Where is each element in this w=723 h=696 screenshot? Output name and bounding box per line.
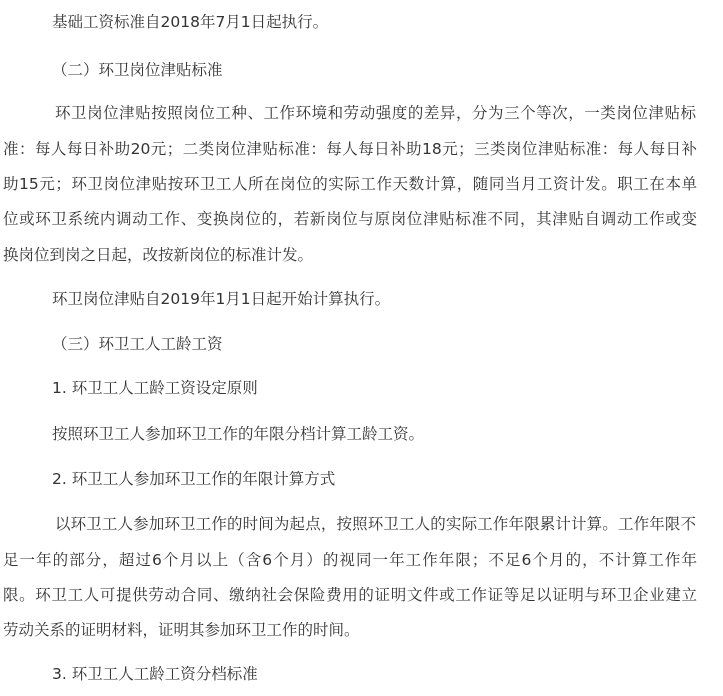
paragraph-line: 劳动关系的证明材料，证明其参加环卫工作的时间。 <box>3 621 360 639</box>
section-heading: （三）环卫工人工龄工资 <box>52 335 223 353</box>
paragraph-line: 足一年的部分，超过6个月以上（含6个月）的视同一年工作年限；不足6个月的，不计算工作年 <box>3 551 697 569</box>
paragraph-line: 以环卫工人参加环卫工作的时间为起点，按照环卫工人的实际工作年限累计计算。工作年限不 <box>55 515 696 533</box>
paragraph-line: 位或环卫系统内调动工作、变换岗位的，若新岗位与原岗位津贴标准不同，其津贴自调动工作或变 <box>3 210 697 228</box>
paragraph-line: 基础工资标准自2018年7月1日起执行。 <box>52 13 329 31</box>
paragraph-line: 准：每人每日补助20元；二类岗位津贴标准：每人每日补助18元；三类岗位津贴标准：每人每日补 <box>3 140 697 158</box>
subsection-heading: 3. 环卫工人工龄工资分档标准 <box>52 665 258 683</box>
paragraph-line: 限。环卫工人可提供劳动合同、缴纳社会保险费用的证明文件或工作证等足以证明与环卫企业建立 <box>3 586 697 604</box>
section-heading: （二）环卫岗位津贴标准 <box>52 61 223 79</box>
subsection-heading: 1. 环卫工人工龄工资设定原则 <box>52 379 258 397</box>
paragraph-line: 助15元；环卫岗位津贴按环卫工人所在岗位的实际工作天数计算，随同当月工资计发。职工在本单 <box>3 175 697 193</box>
paragraph-line: 换岗位到岗之日起，改按新岗位的标准计发。 <box>3 246 314 264</box>
paragraph-line: 按照环卫工人参加环卫工作的年限分档计算工龄工资。 <box>52 425 425 443</box>
subsection-heading: 2. 环卫工人参加环卫工作的年限计算方式 <box>52 470 336 488</box>
paragraph-line: 环卫岗位津贴自2019年1月1日起开始计算执行。 <box>52 290 391 308</box>
paragraph-line: 环卫岗位津贴按照岗位工种、工作环境和劳动强度的差异，分为三个等次，一类岗位津贴标 <box>55 104 696 122</box>
